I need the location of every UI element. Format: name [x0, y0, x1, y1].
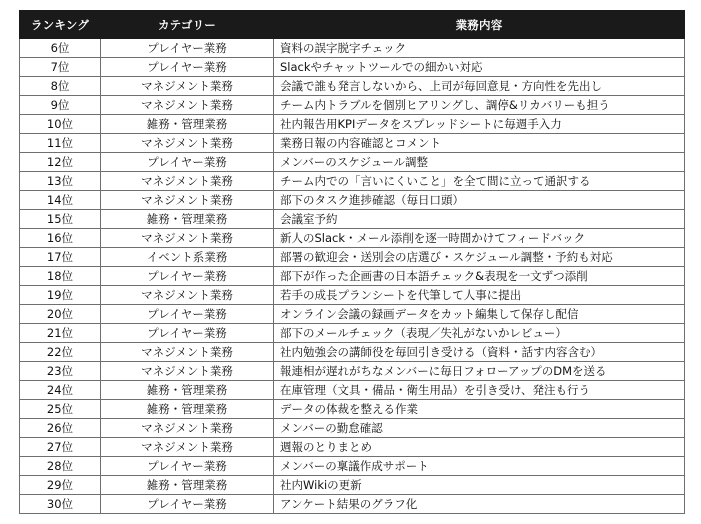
table-row: [20, 286, 685, 305]
table-row: [20, 115, 685, 134]
task-cell: メンバーのスケジュール調整: [274, 153, 685, 172]
ranking-table: [19, 10, 685, 514]
task-cell: Slackやチャットツールでの細かい対応: [274, 58, 685, 77]
rank-cell: 13位: [20, 172, 101, 191]
table-row: [20, 134, 685, 153]
table-row: [20, 438, 685, 457]
header-rank: ランキング: [20, 11, 101, 39]
table-row: [20, 172, 685, 191]
category-cell: イベント系業務: [101, 248, 274, 267]
rank-cell: 7位: [20, 58, 101, 77]
header-category: カテゴリー: [101, 11, 274, 39]
category-cell: プレイヤー業務: [101, 457, 274, 476]
rank-cell: 23位: [20, 362, 101, 381]
category-cell: プレイヤー業務: [101, 267, 274, 286]
task-cell: アンケート結果のグラフ化: [274, 495, 685, 514]
rank-cell: 17位: [20, 248, 101, 267]
category-cell: 雑務・管理業務: [101, 476, 274, 495]
category-cell: プレイヤー業務: [101, 324, 274, 343]
rank-cell: 15位: [20, 210, 101, 229]
rank-cell: 12位: [20, 153, 101, 172]
rank-cell: 8位: [20, 77, 101, 96]
table-row: [20, 191, 685, 210]
task-cell: 部下のタスク進捗確認（毎日口頭）: [274, 191, 685, 210]
table-row: [20, 39, 685, 58]
task-cell: 社内報告用KPIデータをスプレッドシートに毎週手入力: [274, 115, 685, 134]
rank-cell: 14位: [20, 191, 101, 210]
category-cell: プレイヤー業務: [101, 153, 274, 172]
table-row: [20, 77, 685, 96]
table-row: [20, 476, 685, 495]
table-row: [20, 343, 685, 362]
category-cell: マネジメント業務: [101, 286, 274, 305]
rank-cell: 25位: [20, 400, 101, 419]
task-cell: データの体裁を整える作業: [274, 400, 685, 419]
task-cell: 社内勉強会の講師役を毎回引き受ける（資料・話す内容含む）: [274, 343, 685, 362]
rank-cell: 18位: [20, 267, 101, 286]
table-row: [20, 324, 685, 343]
rank-cell: 29位: [20, 476, 101, 495]
task-cell: 在庫管理（文具・備品・衛生用品）を引き受け、発注も行う: [274, 381, 685, 400]
task-cell: 会議室予約: [274, 210, 685, 229]
task-cell: 業務日報の内容確認とコメント: [274, 134, 685, 153]
rank-cell: 9位: [20, 96, 101, 115]
task-cell: 部下のメールチェック（表現／失礼がないかレビュー）: [274, 324, 685, 343]
category-cell: マネジメント業務: [101, 229, 274, 248]
category-cell: マネジメント業務: [101, 343, 274, 362]
table-row: [20, 362, 685, 381]
task-cell: オンライン会議の録画データをカット編集して保存し配信: [274, 305, 685, 324]
task-cell: チーム内トラブルを個別ヒアリングし、調停&リカバリーも担う: [274, 96, 685, 115]
header-row: [20, 11, 685, 39]
table-row: [20, 305, 685, 324]
task-cell: メンバーの稟議作成サポート: [274, 457, 685, 476]
rank-cell: 22位: [20, 343, 101, 362]
task-cell: 新人のSlack・メール添削を逐一時間かけてフィードバック: [274, 229, 685, 248]
category-cell: マネジメント業務: [101, 96, 274, 115]
task-cell: 社内Wikiの更新: [274, 476, 685, 495]
table-row: [20, 419, 685, 438]
category-cell: プレイヤー業務: [101, 305, 274, 324]
category-cell: マネジメント業務: [101, 191, 274, 210]
table-header: [20, 11, 685, 39]
table-row: [20, 400, 685, 419]
table-row: [20, 381, 685, 400]
category-cell: マネジメント業務: [101, 77, 274, 96]
category-cell: マネジメント業務: [101, 438, 274, 457]
rank-cell: 6位: [20, 39, 101, 58]
category-cell: 雑務・管理業務: [101, 381, 274, 400]
task-cell: 若手の成長プランシートを代筆して人事に提出: [274, 286, 685, 305]
task-cell: 週報のとりまとめ: [274, 438, 685, 457]
task-cell: 資料の誤字脱字チェック: [274, 39, 685, 58]
table-row: [20, 229, 685, 248]
rank-cell: 21位: [20, 324, 101, 343]
rank-cell: 28位: [20, 457, 101, 476]
rank-cell: 27位: [20, 438, 101, 457]
category-cell: 雑務・管理業務: [101, 210, 274, 229]
rank-cell: 20位: [20, 305, 101, 324]
table-row: [20, 457, 685, 476]
rank-cell: 16位: [20, 229, 101, 248]
task-cell: 会議で誰も発言しないから、上司が毎回意見・方向性を先出し: [274, 77, 685, 96]
table-row: [20, 96, 685, 115]
table-row: [20, 210, 685, 229]
category-cell: マネジメント業務: [101, 134, 274, 153]
category-cell: プレイヤー業務: [101, 58, 274, 77]
table-row: [20, 58, 685, 77]
rank-cell: 30位: [20, 495, 101, 514]
category-cell: マネジメント業務: [101, 362, 274, 381]
category-cell: マネジメント業務: [101, 419, 274, 438]
task-cell: 部署の歓迎会・送別会の店選び・スケジュール調整・予約も対応: [274, 248, 685, 267]
table-row: [20, 495, 685, 514]
table-row: [20, 248, 685, 267]
category-cell: プレイヤー業務: [101, 39, 274, 58]
task-cell: チーム内での「言いにくいこと」を全て間に立って通訳する: [274, 172, 685, 191]
task-cell: 部下が作った企画書の日本語チェック&表現を一文ずつ添削: [274, 267, 685, 286]
category-cell: 雑務・管理業務: [101, 115, 274, 134]
rank-cell: 24位: [20, 381, 101, 400]
task-cell: 報連相が遅れがちなメンバーに毎日フォローアップのDMを送る: [274, 362, 685, 381]
rank-cell: 11位: [20, 134, 101, 153]
category-cell: 雑務・管理業務: [101, 400, 274, 419]
task-cell: メンバーの勤怠確認: [274, 419, 685, 438]
rank-cell: 19位: [20, 286, 101, 305]
rank-cell: 26位: [20, 419, 101, 438]
category-cell: プレイヤー業務: [101, 495, 274, 514]
header-task: 業務内容: [274, 11, 685, 39]
category-cell: マネジメント業務: [101, 172, 274, 191]
rank-cell: 10位: [20, 115, 101, 134]
table-body: [20, 39, 685, 514]
table-row: [20, 153, 685, 172]
table-row: [20, 267, 685, 286]
